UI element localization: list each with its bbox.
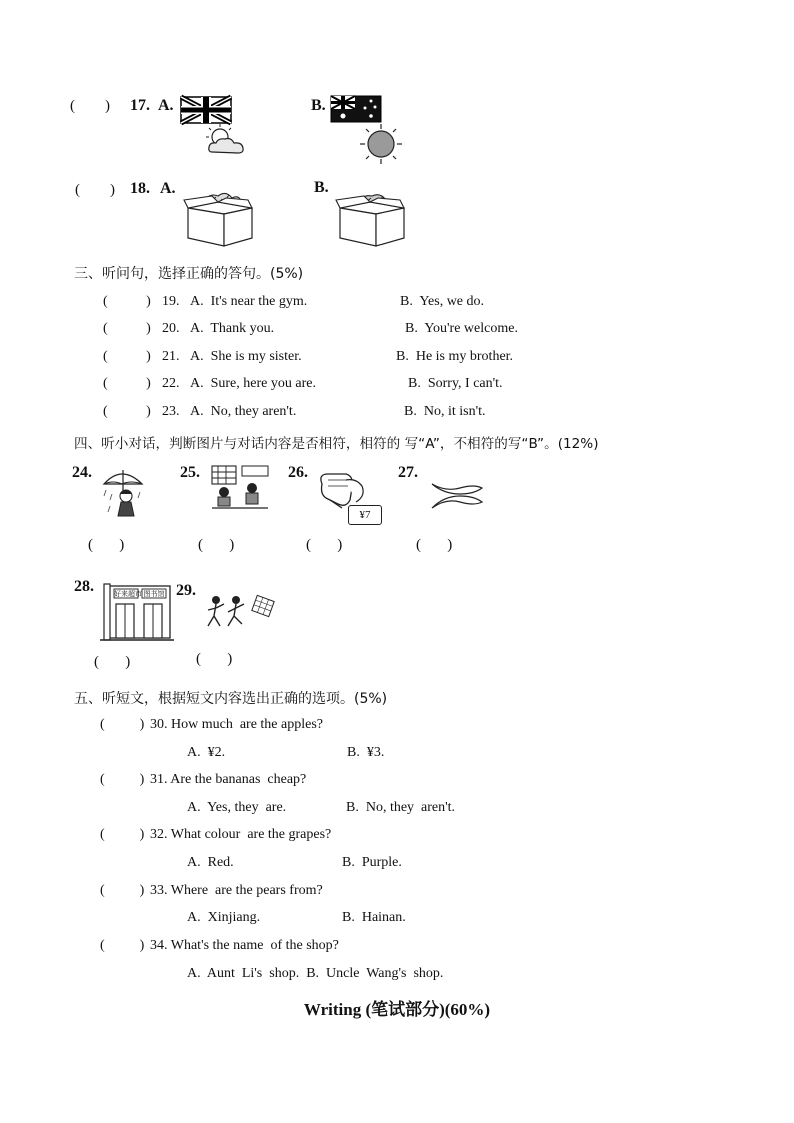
answer-paren-21[interactable]: ( ) [103, 349, 151, 364]
option-a-33: A. Xinjiang. [187, 910, 261, 925]
question-34: 34. What's the name of the shop? [150, 938, 339, 953]
answer-paren-18[interactable]: ( ) [75, 182, 115, 198]
option-a-30: A. ¥2. [187, 745, 226, 760]
question-number-19: 19. [162, 294, 180, 309]
australia-flag-icon [331, 96, 381, 122]
answer-paren-31[interactable]: ( ) [100, 772, 145, 787]
option-b-22: B. Sorry, I can't. [408, 376, 503, 391]
option-a-21: A. She is my sister. [190, 349, 302, 364]
sun-icon [360, 124, 402, 164]
answer-paren-17[interactable]: ( ) [70, 98, 110, 114]
answer-paren-27[interactable]: ( ) [416, 537, 453, 553]
option-a-23: A. No, they aren't. [190, 404, 297, 419]
question-number-23: 23. [162, 404, 180, 419]
section-3-title: 三、听问句，选择正确的答句。(5%) [74, 266, 304, 282]
option-b-19: B. Yes, we do. [400, 294, 485, 309]
options-34: A. Aunt Li's shop. B. Uncle Wang's shop. [187, 966, 444, 981]
option-b-33: B. Hainan. [342, 910, 406, 925]
option-a-20: A. Thank you. [190, 321, 275, 336]
question-33: 33. Where are the pears from? [150, 883, 323, 898]
question-number-22: 22. [162, 376, 180, 391]
answer-paren-23[interactable]: ( ) [103, 404, 151, 419]
answer-paren-33[interactable]: ( ) [100, 883, 145, 898]
question-number-27: 27. [398, 464, 418, 481]
shop-sign-left: 好来超市 [114, 590, 142, 598]
option-b-21: B. He is my brother. [396, 349, 514, 364]
option-a-19: A. It's near the gym. [190, 294, 308, 309]
question-number-21: 21. [162, 349, 180, 364]
answer-paren-30[interactable]: ( ) [100, 717, 145, 732]
cloudy-sun-icon [204, 124, 248, 156]
question-32: 32. What colour are the grapes? [150, 827, 332, 842]
question-number-20: 20. [162, 321, 180, 336]
answer-paren-26[interactable]: ( ) [306, 537, 343, 553]
question-31: 31. Are the bananas cheap? [150, 772, 307, 787]
price-tag: ¥7 [348, 505, 382, 525]
option-a-label-18: A. [160, 180, 176, 197]
option-b-label-17: B. [311, 97, 326, 114]
question-30: 30. How much are the apples? [150, 717, 323, 732]
shoes-icon [430, 480, 484, 514]
option-b-23: B. No, it isn't. [404, 404, 486, 419]
girl-with-umbrella-icon [100, 466, 146, 520]
answer-paren-20[interactable]: ( ) [103, 321, 151, 336]
box-of-toys-icon [334, 190, 406, 248]
question-number-26: 26. [288, 464, 308, 481]
answer-paren-24[interactable]: ( ) [88, 537, 125, 553]
answer-paren-34[interactable]: ( ) [100, 938, 145, 953]
answer-paren-25[interactable]: ( ) [198, 537, 235, 553]
answer-paren-32[interactable]: ( ) [100, 827, 145, 842]
question-number-17: 17. [130, 97, 150, 114]
badminton-players-icon [204, 592, 276, 632]
question-number-18: 18. [130, 180, 150, 197]
reading-children-icon [210, 464, 270, 510]
question-number-28: 28. [74, 578, 94, 595]
answer-paren-28[interactable]: ( ) [94, 654, 131, 670]
question-number-24: 24. [72, 464, 92, 481]
option-a-label-17: A. [158, 97, 174, 114]
answer-paren-22[interactable]: ( ) [103, 376, 151, 391]
option-b-label-18: B. [314, 179, 329, 196]
section-5-title: 五、听短文，根据短文内容选出正确的选项。(5%) [74, 691, 388, 707]
answer-paren-29[interactable]: ( ) [196, 651, 233, 667]
uk-flag-icon [181, 97, 231, 123]
option-a-31: A. Yes, they are. [187, 800, 287, 815]
section-4-title: 四、听小对话，判断图片与对话内容是否相符，相符的 写“A”，不相符的写“B”。(12%) [74, 436, 599, 452]
writing-section-title: Writing (笔试部分)(60%) [303, 1000, 491, 1019]
option-b-32: B. Purple. [342, 855, 402, 870]
option-b-20: B. You're welcome. [405, 321, 518, 336]
option-a-32: A. Red. [187, 855, 234, 870]
answer-paren-19[interactable]: ( ) [103, 294, 151, 309]
option-b-30: B. ¥3. [347, 745, 385, 760]
shop-sign-right: 图书馆 [143, 590, 165, 598]
option-b-31: B. No, they aren't. [346, 800, 456, 815]
box-of-fruit-icon [182, 190, 254, 248]
question-number-25: 25. [180, 464, 200, 481]
option-a-22: A. Sure, here you are. [190, 376, 316, 391]
question-number-29: 29. [176, 582, 196, 599]
